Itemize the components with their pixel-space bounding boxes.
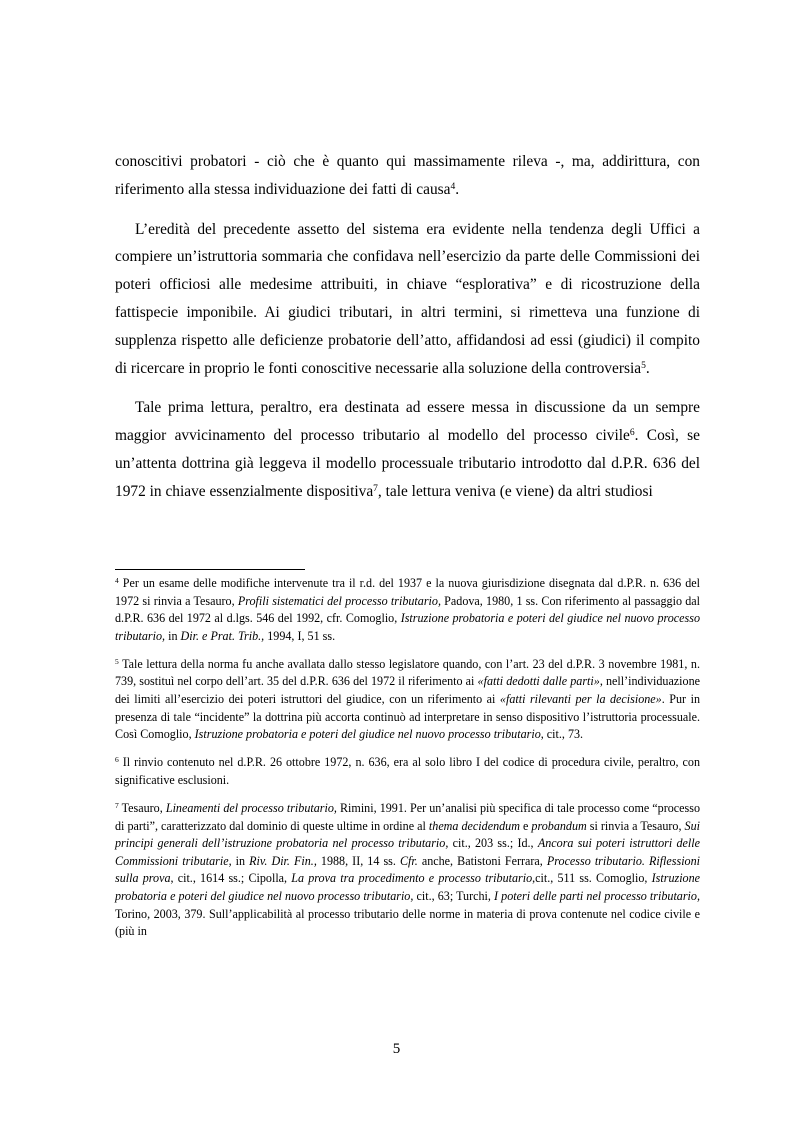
text-run: anche, Batistoni Ferrara, [417,853,547,868]
text-run: Tale prima lettura, peraltro, era destinata ad essere messa in discussione da un sempre maggior avvicinamento del processo tributario al modello del processo civile [115,399,700,445]
text-run: . [645,359,650,377]
text-run: ,cit., 511 ss. Comoglio, [532,871,652,886]
text-run: in [231,853,250,868]
footnote-ref: 7 [115,800,119,810]
text-run: , cit., 73. [540,727,584,742]
footnote-ref: 6 [115,755,119,765]
italic-text: La prova tra procedimento e processo tributario [291,871,533,886]
paragraph [115,394,700,505]
italic-text: Istruzione probatoria e poteri del giudice nel nuovo processo tributario [194,727,541,742]
italic-text: Processo tributario. Riflessioni sulla prova [115,853,701,886]
footnote-ref: 6 [629,426,635,438]
italic-text: Ancora sui poteri istruttori delle Commissioni tributarie, [115,836,700,868]
text-run: , cit., 1614 ss.; Cipolla, [170,871,292,886]
text-run: Rimini, 1991. Per un’analisi più specifica di tale processo come “processo di parti”, caratterizzato dal dominio di queste ultime in ordine al [115,801,700,833]
text-run: conoscitivi probatori - ciò che è quanto qui massimamente rileva -, ma, addirittura, con riferimento alla stessa individuazione dei fatti di causa [115,153,700,198]
text-run: . [455,180,460,198]
text-run: , nell’individuazione dei limiti all’esercizio dei poteri istruttori del giudice, con un riferimento ai [115,674,700,707]
italic-text: «fatti rilevanti per la decisione» [499,692,662,707]
italic-text: «fatti dedotti dalle parti» [477,674,600,689]
footnote-ref: 7 [373,482,378,494]
text-run: Il rinvio contenuto nel d.P.R. 26 ottobre 1972, n. 636, era al solo libro I del codice di procedura civile, peraltro, con significative esclusioni. [115,755,700,787]
footnote-5 [115,656,700,744]
text-run: . Così, se un’attenta dottrina già leggeva il modello processuale tributario introdotto dal d.P.R. 636 del 1972 in chiave essenzialmente dispositiva [115,427,700,500]
footnote-separator [115,569,305,570]
paragraph [115,148,700,204]
footnote-ref: 4 [450,180,456,192]
text-run: . Pur in presenza di tale “incidente” la dottrina più accorta continuò ad interpretare in senso dispositivo l’istruttoria processuale. Così Comoglio, [115,692,700,742]
text-run: Tesauro, [118,801,166,816]
footnote-7 [115,800,701,939]
italic-text: I poteri delle parti nel processo tributario, [494,889,700,903]
text-run: si rinvia a Tesauro, [586,818,685,833]
italic-text: thema decidendum [428,818,520,833]
footnote-4 [115,575,700,645]
italic-text: Istruzione probatoria e poteri del giudice nel nuovo processo tributario, [115,611,700,643]
italic-text: Dir. e Prat. Trib., [180,628,265,643]
italic-text: Sui principi generali dell’istruzione probatoria nel processo tributario, [115,818,701,851]
footnotes [115,575,701,939]
main-text [115,148,700,518]
italic-text: Cfr. [399,853,418,868]
italic-text: Riv. Dir. Fin., [249,853,317,868]
footnote-ref: 5 [641,359,646,371]
text-run: 1988, II, 14 ss. [316,853,400,868]
text-run: Padova, 1980, 1 ss. Con riferimento al passaggio dal d.P.R. 636 del 1972 al d.lgs. 546 del 1992, cfr. Comoglio, [115,593,701,626]
footnote-ref: 4 [115,575,119,585]
text-run: 1994, I, 51 ss. [264,628,336,643]
italic-text: Profili sistematici del processo tributario, [237,593,441,608]
paragraph [115,216,700,383]
footnote-6 [115,754,700,789]
page-number: 5 [392,1041,401,1057]
text-run: cit., 203 ss.; Id., [448,836,538,851]
text-run: cit., 63; Turchi, [413,889,495,903]
text-run: Torino, 2003, 379. Sull’applicabilità al processo tributario delle norme in materia di prova contenute nel codice civile e (più in [115,906,700,939]
text-run: Per un esame delle modifiche intervenute tra il r.d. del 1937 e la nuova giurisdizione disegnata dal d.P.R. n. 636 del 1972 si rinvia a Tesauro, [115,576,700,608]
text-run: L’eredità del precedente assetto del sistema era evidente nella tendenza degli Uffici a compiere un’istruttoria sommaria che confidava nell’esercizio da parte delle Commissioni dei poteri officiosi alle medesime attribuiti, in chiave “esplorativa” e di ricostruzione della fattispecie imponibile. Ai giudici tributari, in altri termini, si rimetteva una funzione di supplenza rispetto alle deficienze probatorie dell’atto, affidandosi ad essi (giudici) il compito di ricercare in proprio le fonti conoscitive necessarie alla soluzione della controversia [115,220,700,377]
text-run: Tale lettura della norma fu anche avallata dallo stesso legislatore quando, con l’art. 23 del d.P.R. 3 novembre 1981, n. 739, sostituì nel corpo dell’art. 35 del d.P.R. 636 del 1972 il riferimento ai [115,656,700,689]
italic-text: Lineamenti del processo tributario, [165,801,337,816]
text-run: , tale lettura veniva (e viene) da altri studiosi [377,482,653,500]
text-run: e [519,818,532,833]
footnote-ref: 5 [115,656,119,666]
italic-text: probandum [531,818,587,833]
text-run: in [165,628,181,643]
italic-text: Istruzione probatoria e poteri del giudice nel nuovo processo tributario, [115,871,701,903]
